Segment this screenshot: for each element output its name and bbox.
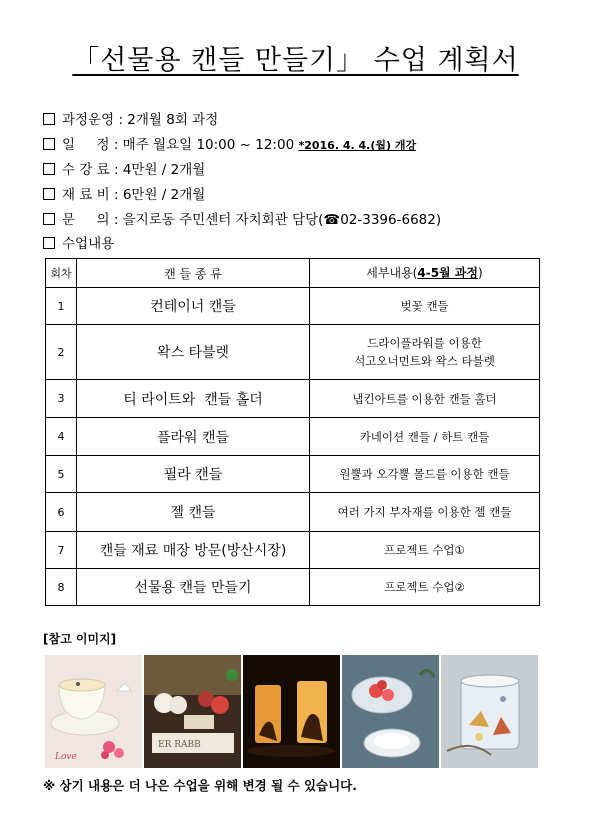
table-row	[46, 418, 540, 456]
checkbox-icon	[43, 138, 55, 150]
info-course-text: 과정운영 : 2개월 8회 과정	[62, 112, 219, 128]
table-row	[46, 456, 540, 493]
table-row	[46, 325, 540, 380]
checkbox-icon	[43, 163, 55, 175]
cell-session: 7	[46, 532, 77, 569]
checkbox-icon	[43, 113, 55, 125]
info-contact-text: 문 의 : 을지로동 주민센터 자치회관 담당(☎02-3396-6682)	[62, 212, 442, 228]
cell-session: 6	[46, 493, 77, 532]
cell-session: 5	[46, 456, 77, 493]
photo-gel-candle-jar	[441, 655, 538, 768]
checkbox-icon	[43, 213, 55, 225]
info-schedule-note: *2016. 4. 4.(월) 개강	[298, 139, 417, 152]
info-schedule	[43, 133, 416, 153]
header-detail-emph: 4-5월 과정	[417, 266, 478, 280]
cell-detail: 프로젝트 수업②	[310, 569, 540, 606]
header-type: 캔 들 종 류	[77, 259, 310, 288]
cell-session: 3	[46, 380, 77, 418]
info-course	[43, 108, 218, 128]
photo-glass-lanterns	[243, 655, 340, 768]
footer-note: ※ 상기 내용은 더 나은 수업을 위해 변경 될 수 있습니다.	[43, 778, 357, 793]
table-header-row	[46, 259, 540, 288]
header-session: 회차	[46, 259, 77, 288]
cell-type: 왁스 타블렛	[77, 325, 310, 380]
cell-session: 8	[46, 569, 77, 606]
checkbox-icon	[43, 188, 55, 200]
reference-label: [참고 이미지]	[43, 632, 117, 646]
table-row	[46, 288, 540, 325]
reference-image-strip	[45, 655, 538, 768]
header-detail	[310, 259, 540, 288]
info-material	[43, 183, 205, 203]
cell-type: 컨테이너 캔들	[77, 288, 310, 325]
info-schedule-text: 일 정 : 매주 월요일 10:00 ~ 12:00	[62, 137, 295, 153]
cell-detail: 벚꽃 캔들	[310, 288, 540, 325]
info-content-label	[43, 232, 114, 252]
cell-type: 캔들 재료 매장 방문(방산시장)	[77, 532, 310, 569]
svg-text:ER RABB: ER RABB	[158, 740, 201, 750]
info-fee	[43, 158, 205, 178]
cell-detail: 프로젝트 수업①	[310, 532, 540, 569]
cell-type: 선물용 캔들 만들기	[77, 569, 310, 606]
info-material-text: 재 료 비 : 6만원 / 2개월	[62, 187, 206, 203]
photo-dessert-candles	[144, 655, 241, 768]
cell-type: 젤 캔들	[77, 493, 310, 532]
cell-detail: 여러 가지 부자재를 이용한 젤 캔들	[310, 493, 540, 532]
cell-type: 플라워 캔들	[77, 418, 310, 456]
info-contact	[43, 208, 441, 228]
table-row	[46, 493, 540, 532]
cell-type: 티 라이트와 캔들 홀더	[77, 380, 310, 418]
page-title	[0, 38, 591, 77]
cell-detail: 카네이션 캔들 / 하트 캔들	[310, 418, 540, 456]
header-detail-suffix: )	[478, 266, 483, 280]
cell-detail: 냅킨아트를 이용한 캔들 홀더	[310, 380, 540, 418]
checkbox-icon	[43, 237, 55, 249]
svg-text:Love: Love	[55, 752, 77, 762]
cell-detail: 드라이플라워를 이용한 석고오너먼트와 왁스 타블렛	[310, 325, 540, 380]
cell-session: 1	[46, 288, 77, 325]
cell-session: 2	[46, 325, 77, 380]
cell-detail: 원뿔과 오각뿔 몰드를 이용한 캔들	[310, 456, 540, 493]
table-row	[46, 569, 540, 606]
table-row	[46, 532, 540, 569]
photo-rose-candle-dish	[342, 655, 439, 768]
page-title-text: 「선물용 캔들 만들기」 수업 계획서	[72, 45, 519, 76]
curriculum-table	[45, 258, 540, 606]
cell-type: 필라 캔들	[77, 456, 310, 493]
info-content-label-text: 수업내용	[62, 236, 115, 252]
cell-session: 4	[46, 418, 77, 456]
table-row	[46, 380, 540, 418]
photo-teacup-candle	[45, 655, 142, 768]
header-detail-prefix: 세부내용(	[366, 266, 418, 280]
info-fee-text: 수 강 료 : 4만원 / 2개월	[62, 162, 206, 178]
